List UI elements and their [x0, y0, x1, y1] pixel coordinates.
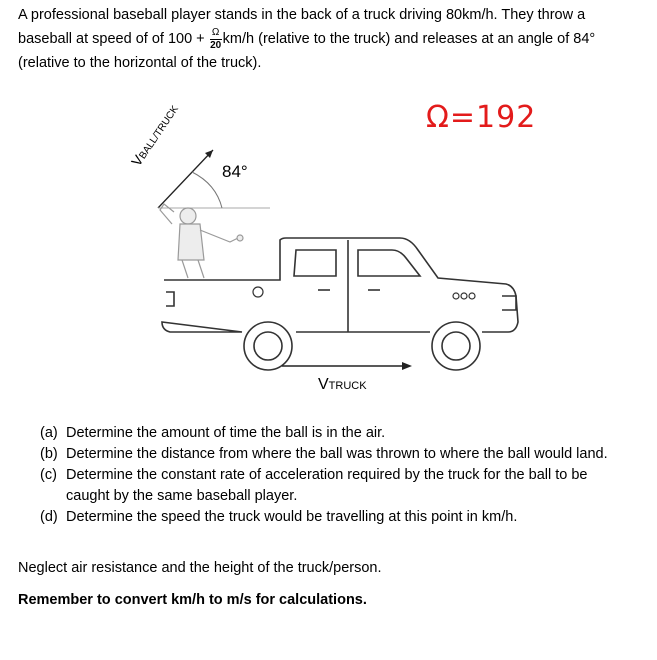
ball-vector-label-sub: BALL/TRUCK — [137, 103, 181, 162]
question-b — [40, 444, 640, 465]
truck-velocity-arrowhead — [402, 362, 412, 370]
angle-label: 84° — [222, 162, 248, 181]
question-b-text: Determine the distance from where the ball was thrown to where the ball would land. — [66, 446, 608, 462]
handwritten-omega-annotation: Ω=192 — [426, 100, 537, 135]
truck-vector-label — [318, 376, 367, 394]
baseball-player — [160, 204, 243, 278]
rear-wheel — [244, 322, 292, 370]
question-d-label: (d) — [40, 509, 58, 525]
question-c-label: (c) — [40, 467, 57, 483]
truck-diagram — [130, 100, 550, 400]
question-d-text: Determine the speed the truck would be travelling at this point in km/h. — [66, 509, 518, 525]
problem-line-2-end: km/h (relative to the truck) and releases at an angle of 84° — [222, 31, 596, 47]
fraction-numerator: Ω — [211, 27, 220, 38]
angle-arc — [192, 172, 222, 208]
truck-vector-label-sub: TRUCK — [328, 380, 367, 392]
problem-line-2-start: baseball at speed of of 100 + — [18, 31, 205, 47]
fraction-denominator: 20 — [210, 40, 222, 51]
ball-velocity-vector — [158, 150, 213, 208]
question-d — [40, 507, 640, 528]
remember-note: Remember to convert km/h to m/s for calculations. — [18, 592, 367, 608]
problem-line-1: A professional baseball player stands in the back of a truck driving 80km/h. They throw a — [18, 7, 586, 23]
front-wheel — [432, 322, 480, 370]
question-a-text: Determine the amount of time the ball is in the air. — [66, 425, 386, 441]
truck-vector-label-v: V — [318, 376, 329, 393]
omega-fraction — [209, 28, 223, 50]
question-a-label: (a) — [40, 425, 58, 441]
question-a — [40, 423, 640, 444]
neglect-note: Neglect air resistance and the height of the truck/person. — [18, 560, 382, 576]
question-b-label: (b) — [40, 446, 58, 462]
problem-line-3: (relative to the horizontal of the truck). — [18, 55, 262, 71]
question-list — [40, 423, 640, 528]
question-c-text: Determine the constant rate of acceleration required by the truck for the ball to be caught by the same baseball player. — [66, 467, 588, 504]
pickup-truck — [162, 238, 518, 332]
ball-vector-label-v: V — [128, 152, 147, 169]
truck-details — [253, 287, 475, 299]
question-c — [40, 465, 640, 507]
problem-line-2 — [18, 28, 595, 50]
